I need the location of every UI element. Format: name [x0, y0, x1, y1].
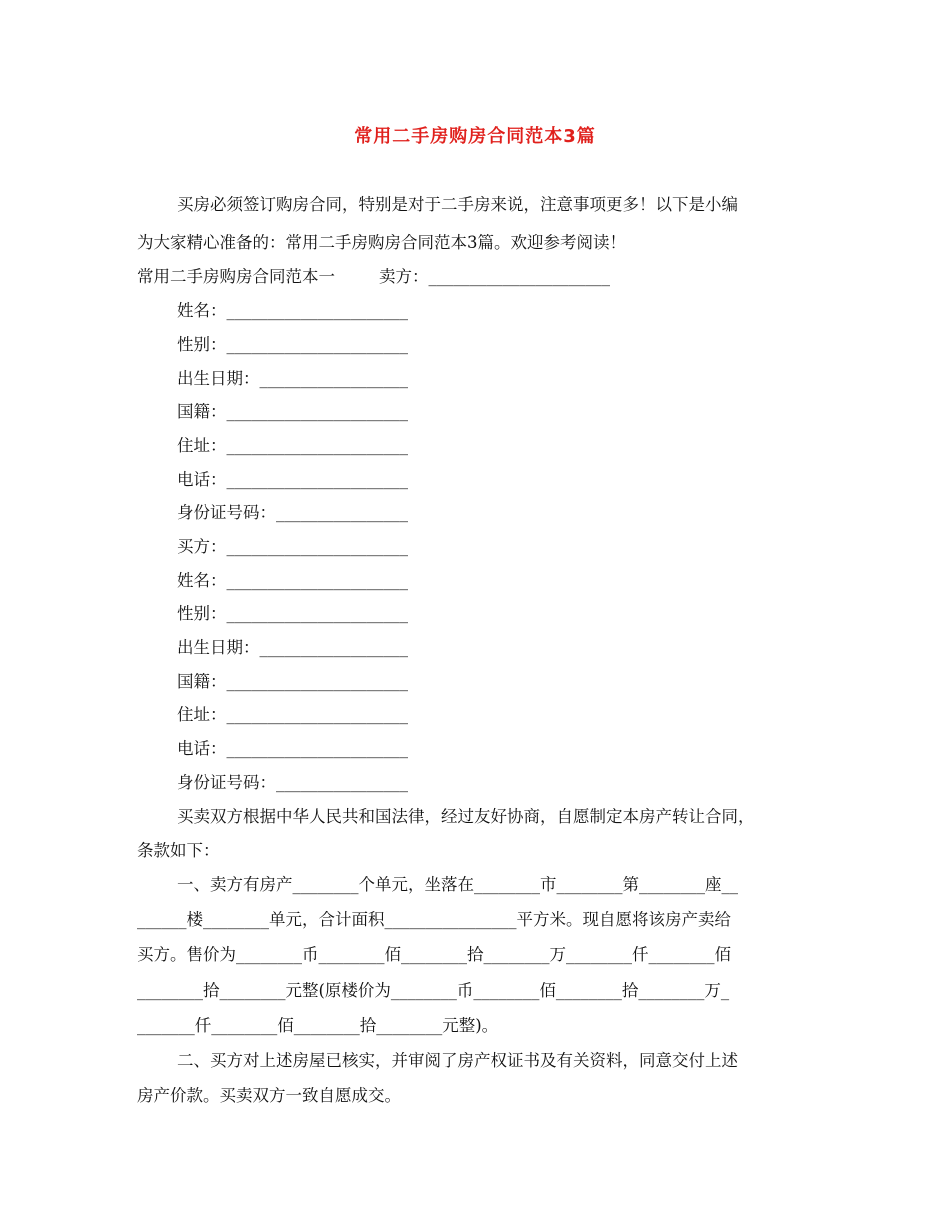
field-buyer-id-number: 身份证号码：________________: [177, 773, 408, 792]
field-buyer-nationality: 国籍：______________________: [177, 672, 408, 691]
field-seller-phone: 电话：______________________: [177, 470, 408, 489]
document-title: 常用二手房购房合同范本3篇: [354, 126, 596, 147]
field-buyer-gender: 性别：______________________: [177, 604, 408, 623]
para1-line-2: 条款如下：: [137, 841, 220, 860]
para1-line-1: 买卖双方根据中华人民共和国法律，经过友好协商，自愿制定本房产转让合同，: [177, 807, 755, 826]
clause1-line-3: 买方。售价为________币________佰________拾________万________仟________佰: [137, 945, 731, 964]
field-seller-birthdate: 出生日期：__________________: [177, 369, 408, 388]
field-seller-nationality: 国籍：______________________: [177, 402, 408, 421]
field-buyer: 买方：______________________: [177, 537, 408, 556]
clause1-line-5: _______仟________佰________拾________元整)。: [137, 1016, 499, 1035]
field-seller-gender: 性别：______________________: [177, 335, 408, 354]
field-seller-id-number: 身份证号码：________________: [177, 503, 408, 522]
clause2-line-1: 二、买方对上述房屋已核实，并审阅了房产权证书及有关资料，同意交付上述: [177, 1051, 738, 1070]
intro-line-2: 为大家精心准备的：常用二手房购房合同范本3篇。欢迎参考阅读！: [137, 233, 626, 252]
clause1-line-1: 一、卖方有房产________个单元，坐落在________市________第________座__: [177, 875, 738, 894]
seller-field: 卖方：______________________: [379, 267, 610, 286]
field-buyer-address: 住址：______________________: [177, 705, 408, 724]
section-heading-row: [137, 260, 827, 294]
section-heading: 常用二手房购房合同范本一: [137, 267, 335, 286]
field-buyer-phone: 电话：______________________: [177, 739, 408, 758]
clause1-line-4: ________拾________元整(原楼价为________币________佰________拾________万_: [137, 981, 730, 1000]
clause1-line-2: ______楼________单元，合计面积________________平方米。现自愿将该房产卖给: [137, 910, 731, 929]
clause2-line-2: 房产价款。买卖双方一致自愿成交。: [137, 1086, 401, 1105]
intro-line-1: 买房必须签订购房合同，特别是对于二手房来说，注意事项更多！以下是小编: [177, 195, 738, 214]
field-buyer-birthdate: 出生日期：__________________: [177, 638, 408, 657]
field-buyer-name: 姓名：______________________: [177, 571, 408, 590]
field-seller-name: 姓名：______________________: [177, 301, 408, 320]
field-seller-address: 住址：______________________: [177, 436, 408, 455]
